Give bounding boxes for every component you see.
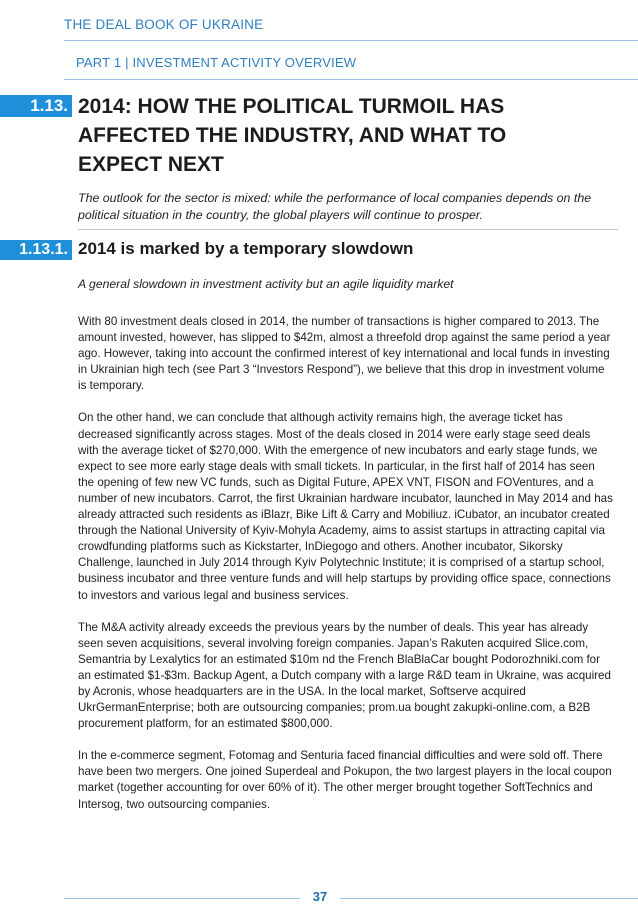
footer-divider-left [64, 898, 300, 899]
body-paragraph: With 80 investment deals closed in 2014, the number of transactions is higher compared to 2013. The amount invested, however, has slipped to $42m, almost a threefold drop against the same period a year ago. However, taking into account the confirmed interest of key international and local funds in investing in Ukrainian high tech (see Part 3 “Investors Respond”), we believe that this drop in investment volume is temporary. [78, 315, 611, 393]
subsection-number-badge: 1.13.1. [0, 240, 72, 260]
body-paragraph: On the other hand, we can conclude that although activity remains high, the average ticket has decreased significantly across stages. Most of the deals closed in 2014 were early stage seed deals with the average ticket of $270,000. With the emergence of new incubators and early stage funds, we expect to see more early stage deals with small tickets. In particular, in the first half of 2014 has seen the opening of few new VC funds, such as Digital Future, APEX VNT, FISON and FOVentures, and a number of new incubators. Carrot, the first Ukrainian hardware incubator, launched in May 2014 and has already attracted such residents as iBlazr, Bike Lift & Carry and Mobiliuz. iCubator, an incubator created through the National University of Kyiv-Mohyla Academy, aims to assist startups in attracting capital via crowdfunding platforms such as Kickstarter, InDiegogo and others. Another incubator, Sikorsky Challenge, launched in July 2014 through Kyiv Polytechnic Institute; it is comprised of a startup school, business incubator and three venture funds and will help startups by providing office space, connections to investors and various legal and business services. [78, 411, 613, 602]
article-body [78, 314, 614, 829]
body-paragraph: In the e-commerce segment, Fotomag and Senturia faced financial difficulties and were sold off. There have been two mergers. One joined Superdeal and Pokupon, the two largest players in the local coupon market (together accounting for over 60% of it). The other merger brought together SoftTechnics and Intersog, two outsourcing companies. [78, 749, 612, 811]
header-divider [64, 40, 638, 41]
part-divider [64, 79, 638, 80]
page-number: 37 [312, 889, 328, 904]
intro-divider [78, 229, 618, 230]
section-heading: 2014: HOW THE POLITICAL TURMOIL HAS AFFECTED THE INDUSTRY, AND WHAT TO EXPECT NEXT [78, 95, 507, 176]
footer-divider-right [340, 898, 638, 899]
body-paragraph: The M&A activity already exceeds the previous years by the number of deals. This year has already seen seven acquisitions, several involving foreign companies. Japan’s Rakuten acquired Slice.com, Semantria by Lexalytics for an estimated $10m nd the French BlaBlaCar bought Podorozhniki.com for an estimated $1-$3m. Backup Agent, a Dutch company with a large R&D team in Ukraine, was acquired by Acronis, whose headquarters are in the USA. In the local market, Softserve acquired UkrGermanEnterprise; both are outsourcing companies; prom.ua bought zakupki-online.com, a B2B procurement platform, for an estimated $800,000. [78, 620, 611, 731]
section-intro: The outlook for the sector is mixed: while the performance of local companies depends on the political situation in the country, the global players will continue to prosper. [78, 191, 592, 222]
section-number-badge: 1.13. [0, 95, 72, 117]
part-title: PART 1 | INVESTMENT ACTIVITY OVERVIEW [76, 55, 357, 70]
subsection-heading: 2014 is marked by a temporary slowdown [78, 239, 414, 258]
subsection-subtitle: A general slowdown in investment activity but an agile liquidity market [78, 277, 454, 291]
book-title: THE DEAL BOOK OF UKRAINE [64, 17, 264, 32]
